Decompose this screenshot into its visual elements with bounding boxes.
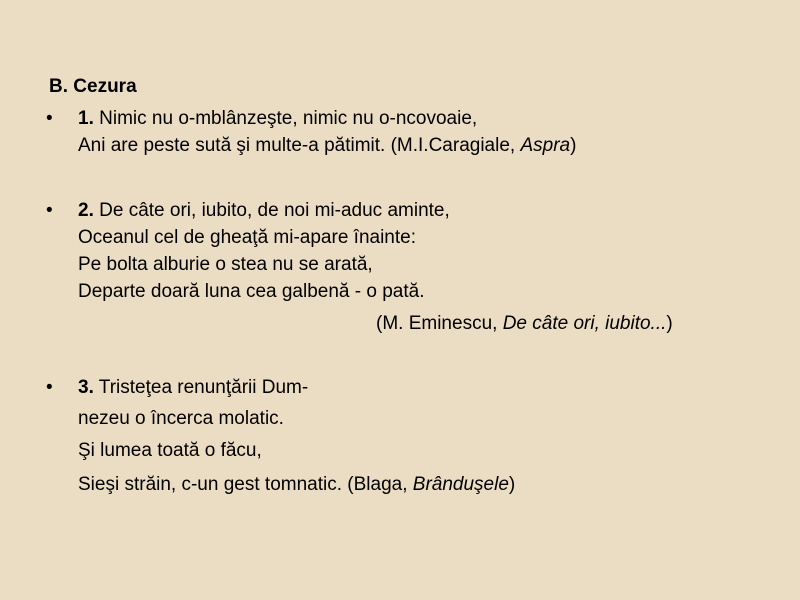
item-2-text-1: De câte ori, iubito, de noi mi-aduc aminte, [99, 200, 450, 221]
item-3-line-4 [78, 472, 515, 498]
bullet-3: • [46, 377, 53, 398]
bullet-1: • [46, 108, 53, 129]
item-3-number: 3. [78, 377, 94, 398]
item-3-line-2: nezeu o încerca molatic. [78, 408, 284, 429]
item-2-line-3: Pe bolta alburie o stea nu se arată, [78, 254, 373, 275]
item-2-citation-suffix: ) [666, 313, 673, 334]
item-3-text-1: Tristeţea renunţării Dum- [98, 377, 309, 398]
item-1-line-2 [78, 133, 576, 159]
item-3-line-1 [78, 375, 308, 401]
item-2-line-2: Oceanul cel de gheaţă mi-apare înainte: [78, 227, 416, 248]
bullet-2: • [46, 200, 53, 221]
item-3-text-4: Sieşi străin, c-un gest tomnatic. (Blaga, [78, 474, 413, 495]
section-heading: B. Cezura [49, 76, 137, 97]
item-1-closing: ) [570, 135, 577, 156]
item-1-text-1: Nimic nu o-mblânzeşte, nimic nu o-ncovoaie, [99, 108, 478, 129]
item-1-text-2: Ani are peste sută şi multe-a pătimit. (M.I.Caragiale, [78, 135, 521, 156]
item-3-line-3: Şi lumea toată o făcu, [78, 440, 262, 461]
item-2-line-4: Departe doară luna cea galbenă - o pată. [78, 281, 425, 302]
item-1-line-1 [78, 106, 477, 132]
item-2-line-1 [78, 198, 450, 224]
item-1-number: 1. [78, 108, 94, 129]
item-1-source-title: Aspra [520, 135, 571, 156]
item-2-citation-prefix: (M. Eminescu, [376, 313, 503, 334]
item-2-number: 2. [78, 200, 94, 221]
item-3-closing: ) [508, 474, 516, 495]
item-2-citation-title: De câte ori, iubito... [502, 313, 667, 334]
item-2-citation [376, 311, 673, 337]
item-3-source-title: Brânduşele [412, 474, 509, 495]
